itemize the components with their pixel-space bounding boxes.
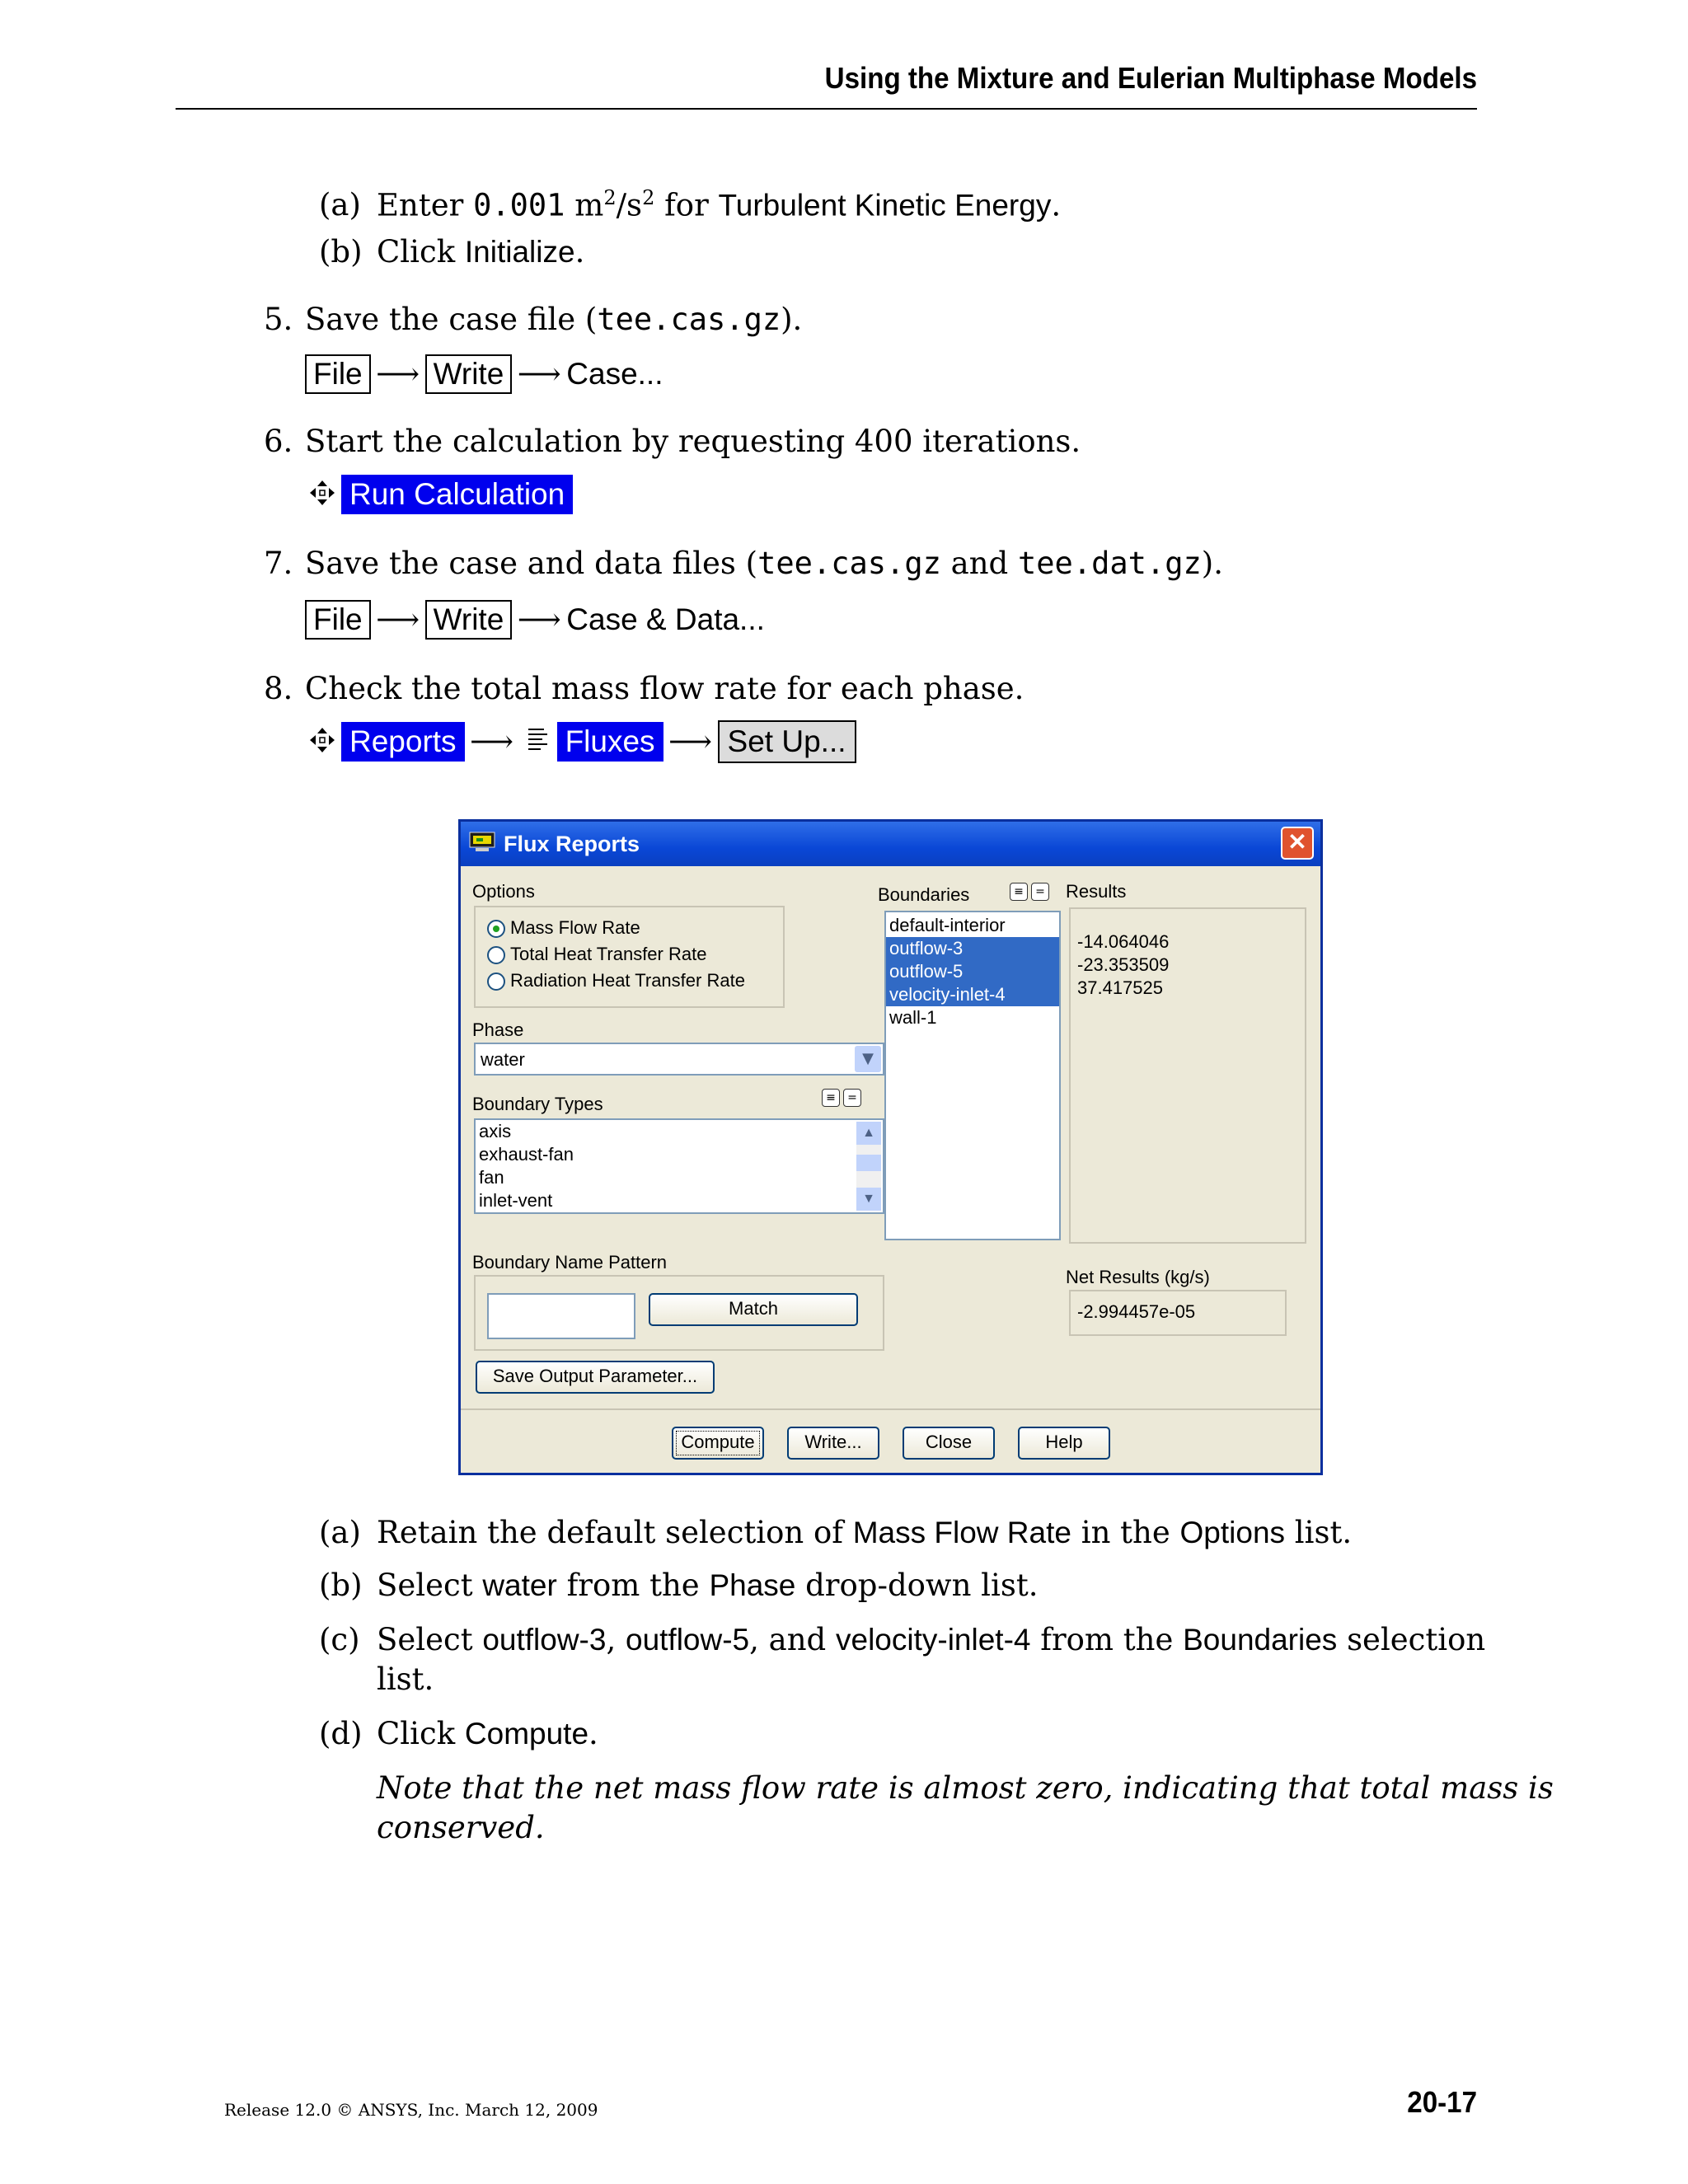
nav-run-calculation [303, 475, 573, 517]
radio-selected-icon [487, 920, 505, 938]
step-4b [319, 232, 584, 272]
option-label: Radiation Heat Transfer Rate [510, 970, 745, 991]
step-text: drop-down list. [795, 1568, 1039, 1603]
arrow-icon: ⟶ [668, 724, 713, 759]
step-5 [264, 300, 802, 340]
deselect-all-icon[interactable]: = [1031, 883, 1049, 901]
step-text: in the [1071, 1515, 1180, 1550]
menu-case-data[interactable]: Case & Data... [566, 602, 765, 636]
page-number: 20-17 [1407, 2085, 1477, 2119]
step-4a [319, 178, 1061, 225]
scroll-down-icon[interactable]: ▼ [856, 1188, 881, 1211]
step-text: from the [556, 1568, 710, 1603]
arrow-icon: ⟶ [376, 356, 420, 391]
menu-write[interactable]: Write [425, 600, 513, 640]
close-icon[interactable]: ✕ [1281, 827, 1314, 860]
step-8 [264, 669, 1024, 709]
boundary-pattern-input[interactable] [487, 1293, 635, 1339]
list-item-selected[interactable]: outflow-3 [886, 937, 1059, 960]
result-value: 37.417525 [1077, 977, 1163, 998]
arrow-icon: ⟶ [517, 602, 561, 637]
step-text: Click [377, 1716, 465, 1751]
ui-ref: water [482, 1568, 557, 1602]
result-value: -23.353509 [1077, 954, 1170, 975]
run-calculation-button[interactable]: Run Calculation [341, 475, 573, 514]
step-text: Select [377, 1622, 483, 1657]
boundaries-list[interactable] [884, 911, 1061, 1240]
help-button[interactable]: Help [1018, 1427, 1110, 1460]
menu-path-save-case [305, 354, 663, 394]
step-text: Click [377, 234, 465, 269]
dialog-title: Flux Reports [504, 832, 640, 856]
value-code: 0.001 [473, 187, 565, 223]
flux-reports-dialog [458, 819, 1323, 1475]
button-bar-divider [461, 1408, 1320, 1410]
step-8c-continued: list. [377, 1661, 434, 1697]
file-name: tee.dat.gz [1018, 546, 1202, 581]
header-rule [176, 108, 1477, 110]
chevron-down-icon[interactable]: ▼ [855, 1046, 881, 1072]
results-box [1069, 907, 1306, 1244]
ui-ref: Mass Flow Rate [852, 1516, 1071, 1549]
results-label: Results [1066, 881, 1127, 902]
write-button[interactable]: Write... [787, 1427, 879, 1460]
step-text: selection [1347, 1622, 1486, 1657]
step-number: 8. [264, 671, 293, 706]
unit-sup: 2 [642, 186, 655, 209]
file-name: tee.cas.gz [597, 302, 781, 337]
pattern-group [474, 1275, 884, 1351]
step-text: list. [1285, 1515, 1353, 1550]
step-text: and [940, 546, 1018, 581]
ui-ref: Options [1179, 1516, 1286, 1549]
compute-button[interactable]: Compute [672, 1427, 764, 1460]
phase-value: water [481, 1049, 525, 1070]
navigation-pane-icon [303, 477, 341, 517]
option-label: Total Heat Transfer Rate [510, 944, 707, 964]
footer-release: Release 12.0 © ANSYS, Inc. March 12, 2009 [224, 2100, 598, 2120]
step-text: Enter [377, 187, 474, 223]
step-label: (a) [319, 187, 361, 223]
menu-write[interactable]: Write [425, 354, 513, 394]
ui-ref: velocity-inlet-4 [836, 1623, 1031, 1657]
close-button[interactable]: Close [903, 1427, 995, 1460]
step-text: Check the total mass flow rate for each phase. [305, 671, 1025, 706]
step-text: . [574, 234, 585, 269]
file-name: tee.cas.gz [757, 546, 941, 581]
step-text: . [1051, 187, 1062, 223]
scrollbar[interactable] [856, 1122, 881, 1211]
save-output-parameter-button[interactable]: Save Output Parameter... [476, 1361, 715, 1394]
navigation-pane-icon [303, 724, 341, 764]
menu-file[interactable]: File [305, 354, 371, 394]
step-text: Save the case and data files ( [305, 546, 758, 581]
step-text: , and [749, 1622, 836, 1657]
set-up-button[interactable]: Set Up... [718, 720, 856, 763]
unit-text: m [565, 187, 604, 223]
list-item-selected[interactable]: velocity-inlet-4 [886, 983, 1059, 1006]
options-label: Options [472, 881, 535, 902]
list-item[interactable]: default-interior [889, 915, 1006, 935]
ui-ref: Turbulent Kinetic Energy [718, 188, 1052, 223]
step-label: (a) [319, 1515, 361, 1550]
boundary-types-list[interactable] [474, 1118, 884, 1214]
boundaries-label: Boundaries [878, 884, 970, 905]
list-item[interactable]: fan [479, 1167, 504, 1188]
menu-path-save-case-data [305, 600, 765, 640]
note-line-1: Note that the net mass flow rate is almost zero, indicating that total mass is [377, 1770, 1554, 1806]
nav-reports-fluxes [303, 720, 856, 764]
select-all-icon[interactable]: ≡ [822, 1089, 840, 1107]
option-radiation-heat-transfer-rate[interactable] [487, 970, 745, 991]
match-button[interactable]: Match [649, 1293, 858, 1326]
unit-text: /s [616, 187, 643, 223]
fluxes-nav-button[interactable]: Fluxes [557, 722, 663, 762]
results-values [1074, 930, 1169, 1000]
list-item[interactable]: inlet-vent [479, 1190, 553, 1211]
list-item-selected[interactable]: outflow-5 [886, 960, 1059, 983]
step-label: (d) [319, 1716, 363, 1751]
step-7 [264, 544, 1223, 583]
step-8a [319, 1513, 1352, 1553]
step-number: 5. [264, 302, 293, 337]
task-page-icon [519, 724, 557, 764]
option-total-heat-transfer-rate[interactable] [487, 944, 706, 965]
arrow-icon: ⟶ [376, 602, 420, 637]
menu-case[interactable]: Case... [566, 357, 663, 391]
ui-ref: Boundaries [1183, 1623, 1338, 1657]
arrow-icon: ⟶ [517, 356, 561, 391]
radio-icon [487, 946, 505, 964]
result-value: -14.064046 [1077, 931, 1170, 952]
step-8d [319, 1714, 598, 1754]
radio-icon [487, 972, 505, 991]
arrow-icon: ⟶ [470, 724, 514, 759]
option-label: Mass Flow Rate [510, 917, 640, 938]
scroll-thumb[interactable] [856, 1155, 881, 1171]
page-header-title: Using the Mixture and Eulerian Multiphase Models [824, 61, 1477, 95]
step-label: (b) [319, 234, 363, 269]
boundary-types-label: Boundary Types [472, 1094, 603, 1114]
step-label: (c) [319, 1622, 360, 1657]
option-mass-flow-rate[interactable] [487, 917, 640, 939]
step-text: Select [377, 1568, 483, 1603]
step-text: from the [1030, 1622, 1184, 1657]
menu-file[interactable]: File [305, 600, 371, 640]
ui-ref: outflow-5 [626, 1623, 750, 1657]
phase-dropdown[interactable] [474, 1043, 884, 1076]
select-all-icon[interactable]: ≡ [1010, 883, 1028, 901]
phase-label: Phase [472, 1019, 524, 1040]
step-text: for [654, 187, 719, 223]
ui-ref: Phase [709, 1568, 796, 1602]
scroll-up-icon[interactable]: ▲ [856, 1122, 881, 1145]
note-line-2: conserved. [377, 1810, 545, 1845]
step-text: , [606, 1622, 626, 1657]
step-label: (b) [319, 1568, 363, 1603]
ui-ref: Initialize [464, 235, 575, 269]
ui-ref: outflow-3 [482, 1623, 607, 1657]
net-results-box [1069, 1290, 1287, 1336]
ui-ref: Compute [464, 1717, 589, 1750]
net-results-value: -2.994457e-05 [1077, 1301, 1196, 1322]
step-8c [319, 1620, 1485, 1660]
list-item[interactable]: wall-1 [889, 1007, 937, 1028]
step-text: Retain the default selection of [377, 1515, 853, 1550]
dialog-title-bar [461, 822, 1320, 866]
step-8b [319, 1566, 1038, 1605]
step-number: 7. [264, 546, 293, 581]
step-text: Save the case file ( [305, 302, 598, 337]
step-number: 6. [264, 424, 293, 459]
step-6 [264, 422, 1081, 462]
list-item[interactable]: exhaust-fan [479, 1144, 574, 1165]
reports-nav-button[interactable]: Reports [341, 722, 465, 762]
net-results-label: Net Results (kg/s) [1066, 1267, 1210, 1287]
options-group [474, 906, 785, 1008]
deselect-all-icon[interactable]: = [843, 1089, 861, 1107]
boundary-name-pattern-label: Boundary Name Pattern [472, 1252, 668, 1272]
step-text: ). [1201, 546, 1223, 581]
unit-sup: 2 [603, 186, 617, 209]
step-text: Start the calculation by requesting 400 iterations. [305, 424, 1081, 459]
step-text: . [588, 1716, 598, 1751]
app-icon [469, 832, 495, 853]
step-text: ). [781, 302, 803, 337]
list-item[interactable]: axis [479, 1121, 512, 1141]
